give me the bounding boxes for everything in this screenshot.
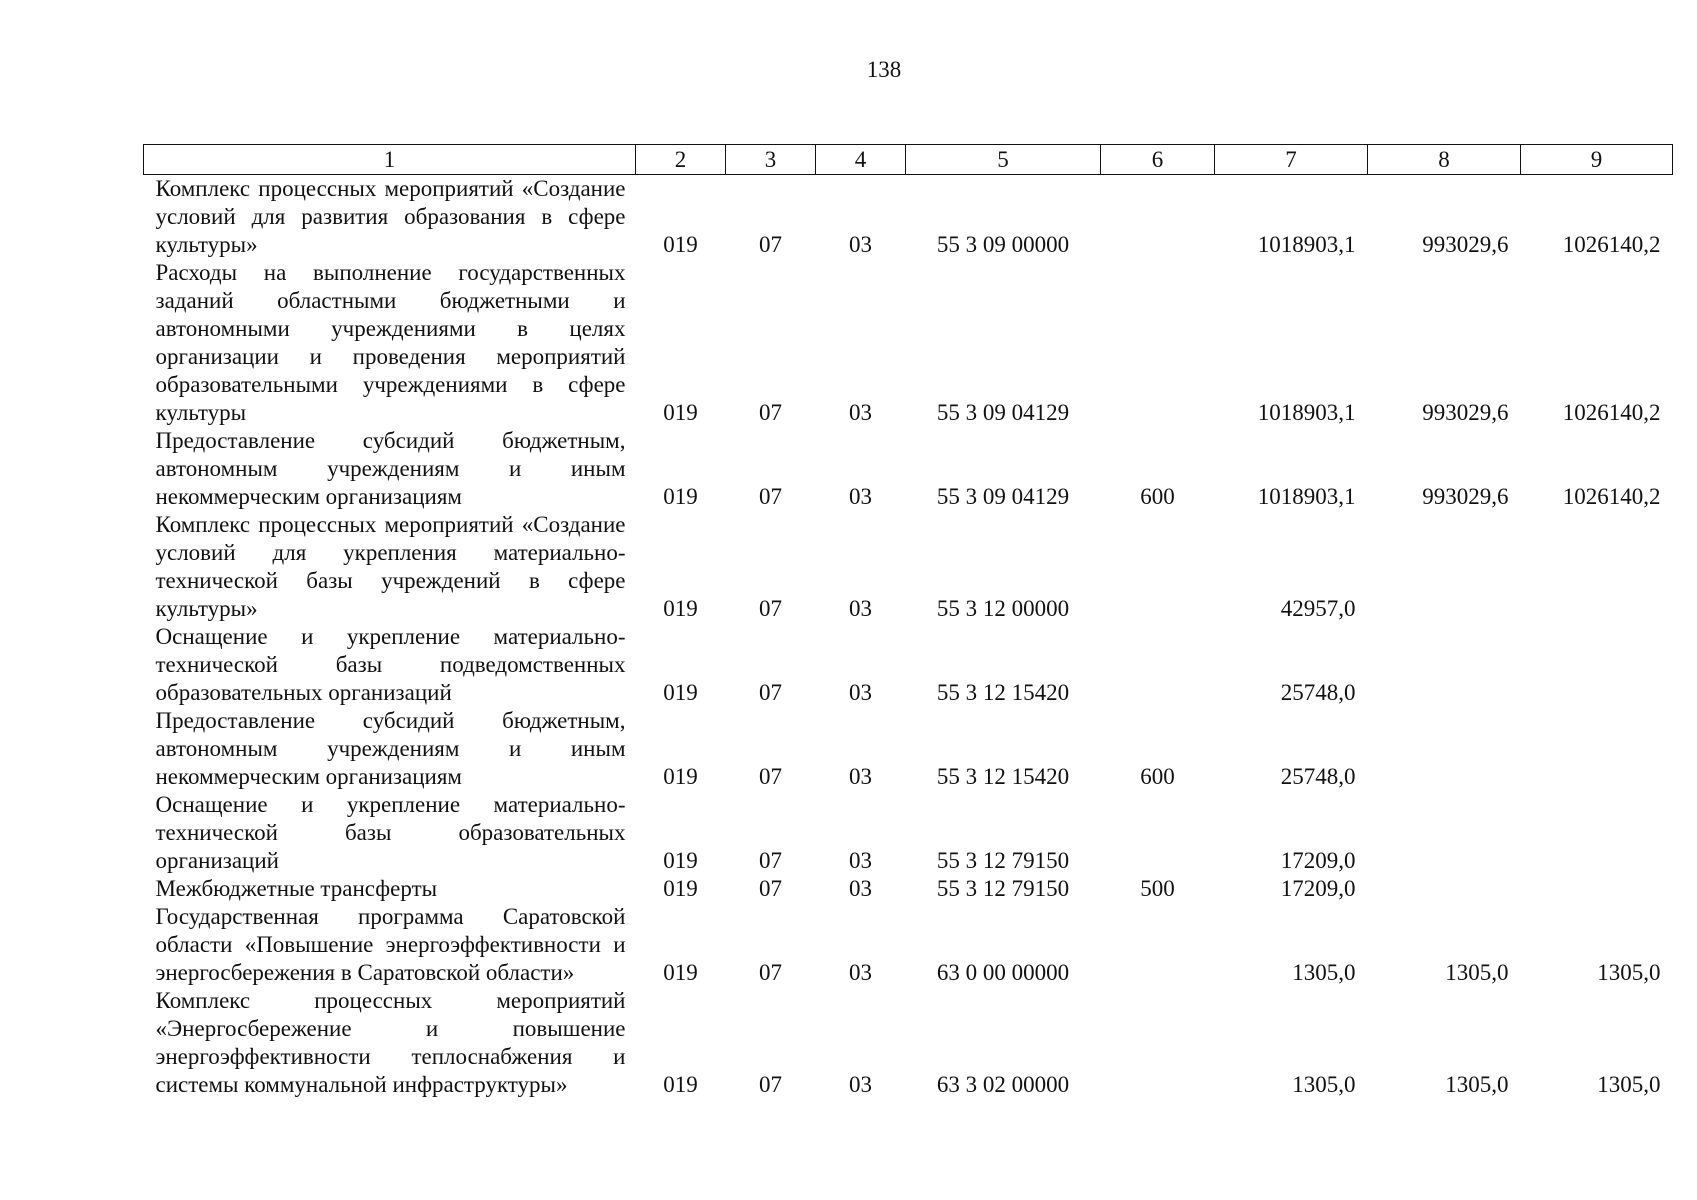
amount-col-7: 1018903,1 <box>1257 232 1356 257</box>
table-header <box>144 145 1673 175</box>
amount-col-7: 25748,0 <box>1280 764 1356 789</box>
table-row <box>144 791 1673 875</box>
subsection-code: 03 <box>849 764 872 789</box>
target-article: 55 3 09 00000 <box>936 232 1070 257</box>
section-code: 07 <box>759 848 782 873</box>
expense-type <box>1101 903 1215 987</box>
subsection-code: 03 <box>849 680 872 705</box>
amount-col-7: 1305,0 <box>1292 1072 1356 1097</box>
subsection-code: 03 <box>849 400 872 425</box>
target-article: 63 0 00 00000 <box>936 960 1070 985</box>
row-name: Комплекс процессных мероприятий «Создание условий для укрепления материально-технической базы учреждений в сфере культуры» <box>155 512 626 621</box>
subsection-code: 03 <box>849 1072 872 1097</box>
section-code: 07 <box>759 596 782 621</box>
admin-code: 019 <box>663 848 698 873</box>
admin-code: 019 <box>663 596 698 621</box>
row-name: Межбюджетные трансферты <box>155 876 438 901</box>
header-cell: 2 <box>636 145 726 175</box>
table-row <box>144 511 1673 623</box>
table-row <box>144 427 1673 511</box>
header-row <box>144 145 1673 175</box>
page-number: 138 <box>866 57 902 82</box>
amount-col-7: 1018903,1 <box>1257 484 1356 509</box>
header-cell: 4 <box>816 145 906 175</box>
row-name: Предоставление субсидий бюджетным, автономным учреждениям и иным некоммерческим организациям <box>155 428 626 509</box>
amount-col-9 <box>1521 707 1673 791</box>
expense-type <box>1101 791 1215 875</box>
table-row <box>144 175 1673 260</box>
header-cell: 9 <box>1521 145 1673 175</box>
budget-table <box>143 144 1673 1099</box>
expense-type: 600 <box>1140 764 1175 789</box>
target-article: 55 3 12 15420 <box>936 764 1070 789</box>
target-article: 55 3 09 04129 <box>936 484 1070 509</box>
amount-col-8: 993029,6 <box>1422 484 1509 509</box>
subsection-code: 03 <box>849 484 872 509</box>
target-article: 55 3 09 04129 <box>936 400 1070 425</box>
header-cell: 1 <box>144 145 636 175</box>
amount-col-7: 17209,0 <box>1280 876 1356 901</box>
amount-col-9 <box>1521 511 1673 623</box>
expense-type <box>1101 175 1215 260</box>
amount-col-8 <box>1368 623 1521 707</box>
amount-col-8: 1305,0 <box>1445 1072 1509 1097</box>
row-name: Комплекс процессных мероприятий «Энергосбережение и повышение энергоэффективности теплоснабжения и системы коммунальной инфраструктуры» <box>155 988 626 1097</box>
row-name: Государственная программа Саратовской области «Повышение энергоэффективности и энергосбережения в Саратовской области» <box>155 904 626 985</box>
row-name: Расходы на выполнение государственных заданий областными бюджетными и автономными учреждениями в целях организации и проведения мероприятий образовательными учреждениями в сфере культуры <box>155 260 626 425</box>
amount-col-9: 1026140,2 <box>1562 484 1661 509</box>
subsection-code: 03 <box>849 960 872 985</box>
header-cell: 8 <box>1368 145 1521 175</box>
table-body <box>144 175 1673 1100</box>
admin-code: 019 <box>663 232 698 257</box>
subsection-code: 03 <box>849 848 872 873</box>
target-article: 55 3 12 00000 <box>936 596 1070 621</box>
amount-col-8 <box>1368 707 1521 791</box>
subsection-code: 03 <box>849 232 872 257</box>
section-code: 07 <box>759 960 782 985</box>
amount-col-9: 1305,0 <box>1597 1072 1661 1097</box>
amount-col-8 <box>1368 875 1521 903</box>
section-code: 07 <box>759 232 782 257</box>
amount-col-9 <box>1521 791 1673 875</box>
table-row <box>144 875 1673 903</box>
amount-col-8: 1305,0 <box>1445 960 1509 985</box>
amount-col-8 <box>1368 791 1521 875</box>
table-row <box>144 903 1673 987</box>
admin-code: 019 <box>663 680 698 705</box>
expense-type: 600 <box>1140 484 1175 509</box>
expense-type <box>1101 623 1215 707</box>
amount-col-7: 42957,0 <box>1280 596 1356 621</box>
target-article: 55 3 12 15420 <box>936 680 1070 705</box>
subsection-code: 03 <box>849 596 872 621</box>
expense-type <box>1101 987 1215 1099</box>
amount-col-9: 1305,0 <box>1597 960 1661 985</box>
header-cell: 7 <box>1215 145 1368 175</box>
row-name: Комплекс процессных мероприятий «Создание условий для развития образования в сфере культуры» <box>155 176 626 257</box>
table-row <box>144 987 1673 1099</box>
target-article: 55 3 12 79150 <box>936 876 1070 901</box>
section-code: 07 <box>759 484 782 509</box>
admin-code: 019 <box>663 400 698 425</box>
amount-col-9 <box>1521 875 1673 903</box>
expense-type: 500 <box>1140 876 1175 901</box>
amount-col-7: 25748,0 <box>1280 680 1356 705</box>
row-name: Предоставление субсидий бюджетным, автономным учреждениям и иным некоммерческим организациям <box>155 708 626 789</box>
table-row <box>144 623 1673 707</box>
amount-col-9: 1026140,2 <box>1562 400 1661 425</box>
header-cell: 6 <box>1101 145 1215 175</box>
admin-code: 019 <box>663 484 698 509</box>
admin-code: 019 <box>663 876 698 901</box>
expense-type <box>1101 511 1215 623</box>
table-row <box>144 707 1673 791</box>
amount-col-8 <box>1368 511 1521 623</box>
section-code: 07 <box>759 400 782 425</box>
amount-col-9: 1026140,2 <box>1562 232 1661 257</box>
target-article: 63 3 02 00000 <box>936 1072 1070 1097</box>
section-code: 07 <box>759 680 782 705</box>
header-cell: 5 <box>906 145 1101 175</box>
admin-code: 019 <box>663 960 698 985</box>
amount-col-7: 17209,0 <box>1280 848 1356 873</box>
section-code: 07 <box>759 1072 782 1097</box>
amount-col-7: 1018903,1 <box>1257 400 1356 425</box>
row-name: Оснащение и укрепление материально-технической базы образовательных организаций <box>155 792 626 873</box>
table-row <box>144 259 1673 427</box>
row-name: Оснащение и укрепление материально-технической базы подведомственных образовательных организаций <box>155 624 626 705</box>
amount-col-8: 993029,6 <box>1422 232 1509 257</box>
amount-col-9 <box>1521 623 1673 707</box>
amount-col-8: 993029,6 <box>1422 400 1509 425</box>
expense-type <box>1101 259 1215 427</box>
subsection-code: 03 <box>849 876 872 901</box>
amount-col-7: 1305,0 <box>1292 960 1356 985</box>
admin-code: 019 <box>663 764 698 789</box>
target-article: 55 3 12 79150 <box>936 848 1070 873</box>
header-cell: 3 <box>726 145 816 175</box>
section-code: 07 <box>759 764 782 789</box>
admin-code: 019 <box>663 1072 698 1097</box>
section-code: 07 <box>759 876 782 901</box>
